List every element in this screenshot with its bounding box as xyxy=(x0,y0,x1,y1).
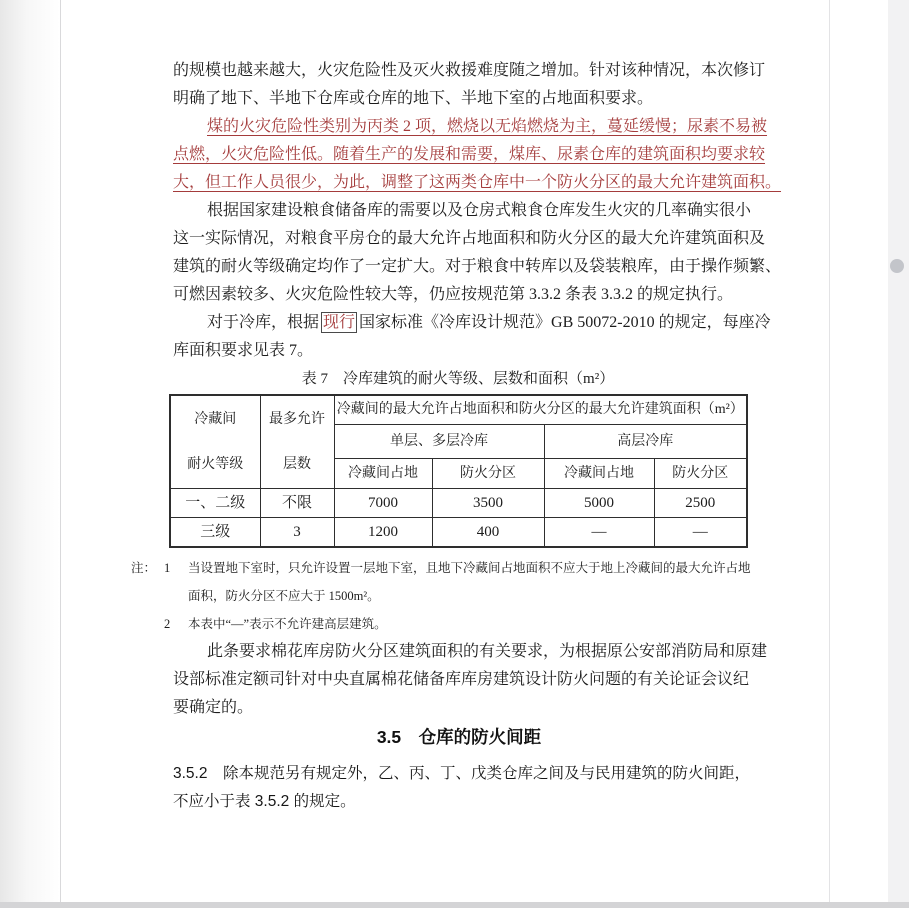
table-header-span: 冷藏间的最大允许占地面积和防火分区的最大允许建筑面积（m²） xyxy=(334,395,747,425)
revision-text-line: 煤的火灾危险性类别为丙类 2 项，燃烧以无焰燃烧为主，蔓延缓慢；尿素不易被 xyxy=(207,118,768,135)
table-header-group-lowrise: 单层、多层冷库 xyxy=(334,425,544,459)
note-text xyxy=(188,610,749,638)
clause-line: 不应小于表 3.5.2 的规定。 xyxy=(173,793,356,810)
note-number: 1 xyxy=(164,561,171,575)
paragraph-cold-storage xyxy=(173,309,771,365)
paragraph-line: 的规模也越来越大，火灾危险性及灭火救援难度随之增加。针对该种情况，本次修订 xyxy=(173,62,766,79)
table-subheader: 防火分区 xyxy=(654,459,747,489)
table-header-max-floors xyxy=(260,395,334,489)
cell-value: 5000 xyxy=(544,489,654,518)
cell-grade: 三级 xyxy=(170,518,260,548)
note-number: 2 xyxy=(164,617,171,631)
paragraph-overview xyxy=(173,57,766,113)
revision-mark: 现行 xyxy=(323,314,356,331)
paragraph-line: 此条要求棉花库房防火分区建筑面积的有关要求，为根据原公安部消防局和原建 xyxy=(207,643,768,660)
table-row xyxy=(170,489,747,518)
paragraph-line: 明确了地下、半地下仓库或仓库的地下、半地下室的占地面积要求。 xyxy=(173,90,654,107)
section-heading: 3.5 仓库的防火间距 xyxy=(376,727,542,747)
note-line: 面积，防火分区不应大于 1500m²。 xyxy=(188,589,380,603)
cell-value: — xyxy=(544,518,654,548)
table-title: 表 7 冷库建筑的耐火等级、层数和面积（m²） xyxy=(301,371,615,387)
paragraph-line: 设部标准定额司针对中央直属棉花储备库库房建筑设计防火问题的有关论证会议纪 xyxy=(173,671,750,688)
clause-line: 3.5.2 除本规范另有规定外，乙、丙、丁、戊类仓库之间及与民用建筑的防火间距， xyxy=(173,765,750,782)
paragraph-line: 可燃因素较多、火灾危险性较大等，仍应按规范第 3.3.2 条表 3.3.2 的规定执行。 xyxy=(173,286,734,303)
note-text xyxy=(188,554,751,610)
paragraph-line: 库面积要求见表 7。 xyxy=(173,342,314,359)
paragraph-line: 建筑的耐火等级确定均作了一定扩大。对于粮食中转库以及袋装粮库，由于操作频繁、 xyxy=(173,258,782,275)
table-header-line: 最多允许 xyxy=(269,412,325,427)
cell-grade: 一、二级 xyxy=(170,489,260,518)
table-header-line: 冷藏间 xyxy=(194,412,237,427)
clause-3-5-2 xyxy=(173,760,750,816)
paragraph-line: 根据国家建设粮食储备库的需要以及仓房式粮食仓库发生火灾的几率确实很小 xyxy=(207,202,752,219)
table-note-2 xyxy=(131,610,749,638)
cell-floors: 不限 xyxy=(260,489,334,518)
paragraph-text: 对于冷库，根据 xyxy=(207,314,320,331)
table-subheader: 冷藏间占地 xyxy=(334,459,432,489)
table-note-1 xyxy=(131,554,749,610)
cell-value: — xyxy=(654,518,747,548)
table-header-line: 层数 xyxy=(283,457,311,472)
table-header-group-highrise: 高层冷库 xyxy=(544,425,747,459)
note-label-spacer xyxy=(131,610,164,638)
paragraph-revision-red xyxy=(173,113,782,197)
note-line: 本表中“—”表示不允许建高层建筑。 xyxy=(188,617,387,631)
paragraph-text: 国家标准《冷库设计规范》GB 50072-2010 的规定，每座冷 xyxy=(359,314,771,331)
table-header-line: 耐火等级 xyxy=(187,457,244,472)
paragraph-grain xyxy=(173,197,782,309)
revision-text-line: 大，但工作人员很少，为此，调整了这两类仓库中一个防火分区的最大允许建筑面积。 xyxy=(173,174,782,191)
scrollbar-thumb[interactable] xyxy=(890,259,904,273)
scrollbar-track[interactable] xyxy=(888,0,909,908)
paragraph-line xyxy=(173,309,771,337)
revision-text-line: 点燃，火灾危险性低。随着生产的发展和需要，煤库、尿素仓库的建筑面积均要求较 xyxy=(173,146,766,163)
document-content xyxy=(131,57,782,816)
cell-value: 1200 xyxy=(334,518,432,548)
page-edge-shadow xyxy=(0,0,60,908)
paragraph-line: 要确定的。 xyxy=(173,699,254,716)
horizontal-scrollbar[interactable] xyxy=(0,902,909,908)
table-header-fire-rating xyxy=(170,395,260,489)
table-subheader: 冷藏间占地 xyxy=(544,459,654,489)
cell-value: 400 xyxy=(432,518,544,548)
cell-value: 7000 xyxy=(334,489,432,518)
paragraph-line: 这一实际情况，对粮食平房仓的最大允许占地面积和防火分区的最大允许建筑面积及 xyxy=(173,230,766,247)
table-row xyxy=(170,518,747,548)
note-line: 当设置地下室时，只允许设置一层地下室，且地下冷藏间占地面积不应大于地上冷藏间的最大允许占地 xyxy=(188,561,751,575)
cell-value: 3500 xyxy=(432,489,544,518)
note-label: 注： xyxy=(131,561,157,575)
cell-value: 2500 xyxy=(654,489,747,518)
document-page xyxy=(60,0,830,908)
table-7 xyxy=(169,394,748,548)
cell-floors: 3 xyxy=(260,518,334,548)
table-notes xyxy=(131,554,749,638)
paragraph-cotton xyxy=(173,638,768,722)
table-subheader: 防火分区 xyxy=(432,459,544,489)
